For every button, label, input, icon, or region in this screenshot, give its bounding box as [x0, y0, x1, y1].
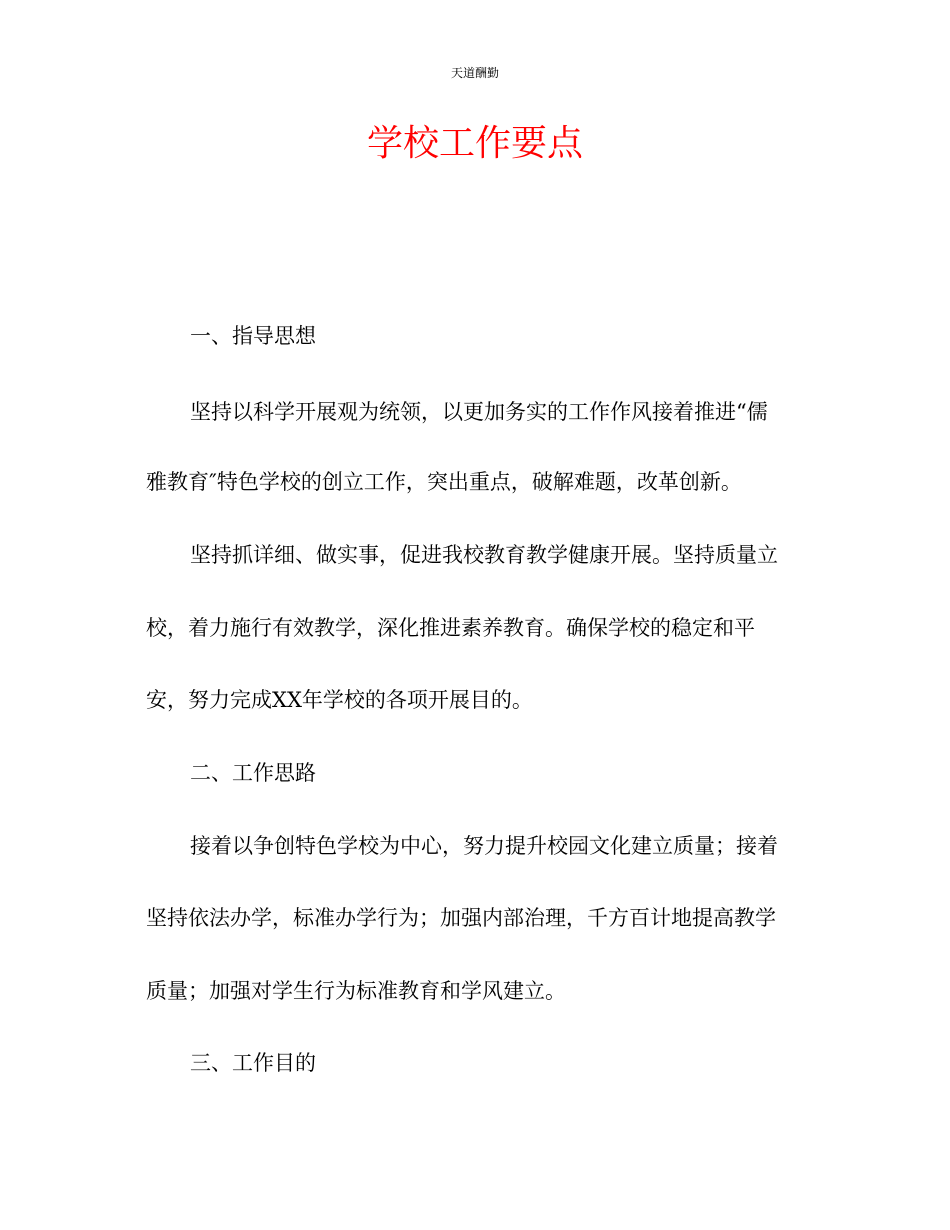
document-title: 学校工作要点	[366, 123, 583, 164]
section-heading-guiding-ideology: 一、指导思想	[190, 324, 316, 348]
paragraph-line: 校，着力施行有效教学，深化推进素养教育。确保学校的稳定和平	[146, 616, 755, 640]
section-heading-work-approach: 二、工作思路	[190, 761, 316, 785]
paragraph-line: 坚持以科学开展观为统领，以更加务实的工作作风接着推进“儒	[190, 400, 768, 424]
paragraph-line: 质量；加强对学生行为标准教育和学风建立。	[146, 979, 566, 1003]
paragraph-line: 安，努力完成XX年学校的各项开展目的。	[146, 688, 533, 712]
paragraph-line: 雅教育″特色学校的创立工作，突出重点，破解难题，改革创新。	[146, 470, 742, 494]
paragraph-line: 接着以争创特色学校为中心，努力提升校园文化建立质量；接着	[190, 834, 778, 858]
page-header: 天道酬勤	[450, 66, 499, 80]
paragraph-line: 坚持抓详细、做实事，促进我校教育教学健康开展。坚持质量立	[190, 543, 778, 567]
paragraph-line: 坚持依法办学，标准办学行为；加强内部治理，千方百计地提高教学	[146, 906, 776, 930]
section-heading-work-goals: 三、工作目的	[190, 1051, 316, 1075]
